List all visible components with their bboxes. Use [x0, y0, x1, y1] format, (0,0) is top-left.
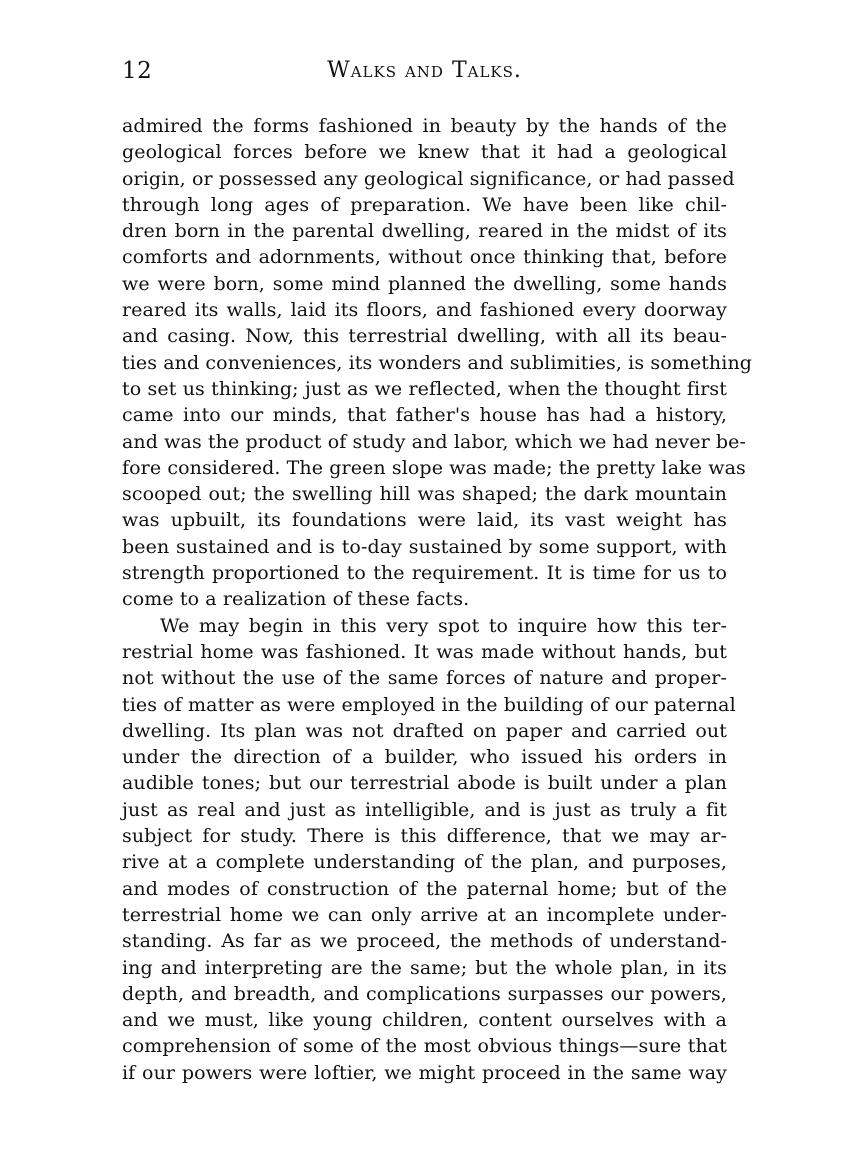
text-line: was upbuilt, its foundations were laid, its vast weight has: [122, 509, 727, 532]
running-title: Walks and Talks.: [327, 58, 522, 83]
text-line: origin, or possessed any geological significance, or had passed: [122, 167, 735, 190]
text-line: reared its walls, laid its floors, and fashioned every doorway: [122, 299, 727, 322]
text-line: dren born in the parental dwelling, reared in the midst of its: [122, 220, 727, 243]
text-line: depth, and breadth, and complications surpasses our powers,: [122, 982, 727, 1005]
text-line: through long ages of preparation. We have been like chil-: [122, 193, 727, 216]
text-line: ties of matter as were employed in the building of our paternal: [122, 693, 736, 716]
text-line: fore considered. The green slope was made; the pretty lake was: [122, 456, 746, 479]
text-line: under the direction of a builder, who issued his orders in: [122, 746, 727, 769]
text-line: just as real and just as intelligible, and is just as truly a fit: [122, 798, 727, 821]
paragraph: [122, 113, 753, 613]
text-line: not without the use of the same forces of nature and proper-: [122, 667, 727, 690]
text-line: and we must, like young children, content ourselves with a: [122, 1009, 727, 1032]
text-line: ties and conveniences, its wonders and sublimities, is something: [122, 351, 753, 374]
text-line: scooped out; the swelling hill was shaped; the dark mountain: [122, 483, 727, 506]
text-line: comprehension of some of the most obvious things—sure that: [122, 1035, 727, 1058]
text-line: we were born, some mind planned the dwelling, some hands: [122, 272, 727, 295]
paragraph: [122, 613, 736, 1086]
text-line: and casing. Now, this terrestrial dwelling, with all its beau-: [122, 325, 727, 348]
running-head: [122, 58, 727, 94]
text-line: come to a realization of these facts.: [122, 588, 470, 611]
text-line: comforts and adornments, without once thinking that, before: [122, 246, 727, 269]
text-line: and was the product of study and labor, which we had never be-: [122, 430, 747, 453]
text-line: standing. As far as we proceed, the methods of understand-: [122, 930, 727, 953]
text-line: subject for study. There is this difference, that we may ar-: [122, 825, 727, 848]
text-line: We may begin in this very spot to inquire how this ter-: [160, 614, 727, 637]
text-line: strength proportioned to the requirement. It is time for us to: [122, 562, 727, 585]
text-line: dwelling. Its plan was not drafted on paper and carried out: [122, 719, 727, 742]
text-line: rive at a complete understanding of the plan, and purposes,: [122, 851, 727, 874]
text-line: ing and interpreting are the same; but the whole plan, in its: [122, 956, 727, 979]
text-line: and modes of construction of the paternal home; but of the: [122, 877, 727, 900]
text-line: to set us thinking; just as we reflected, when the thought first: [122, 377, 727, 400]
text-line: admired the forms fashioned in beauty by the hands of the: [122, 115, 727, 137]
text-line: geological forces before we knew that it had a geological: [122, 141, 727, 164]
text-line: terrestrial home we can only arrive at an incomplete under-: [122, 903, 727, 926]
text-line: audible tones; but our terrestrial abode is built under a plan: [122, 772, 727, 795]
body-text: [122, 113, 753, 1086]
page-number: 12: [122, 58, 153, 84]
text-line: if our powers were loftier, we might proceed in the same way: [122, 1061, 727, 1084]
text-line: been sustained and is to-day sustained by some support, with: [122, 535, 727, 558]
text-line: came into our minds, that father's house has had a history,: [122, 404, 727, 427]
text-line: restrial home was fashioned. It was made without hands, but: [122, 640, 727, 663]
